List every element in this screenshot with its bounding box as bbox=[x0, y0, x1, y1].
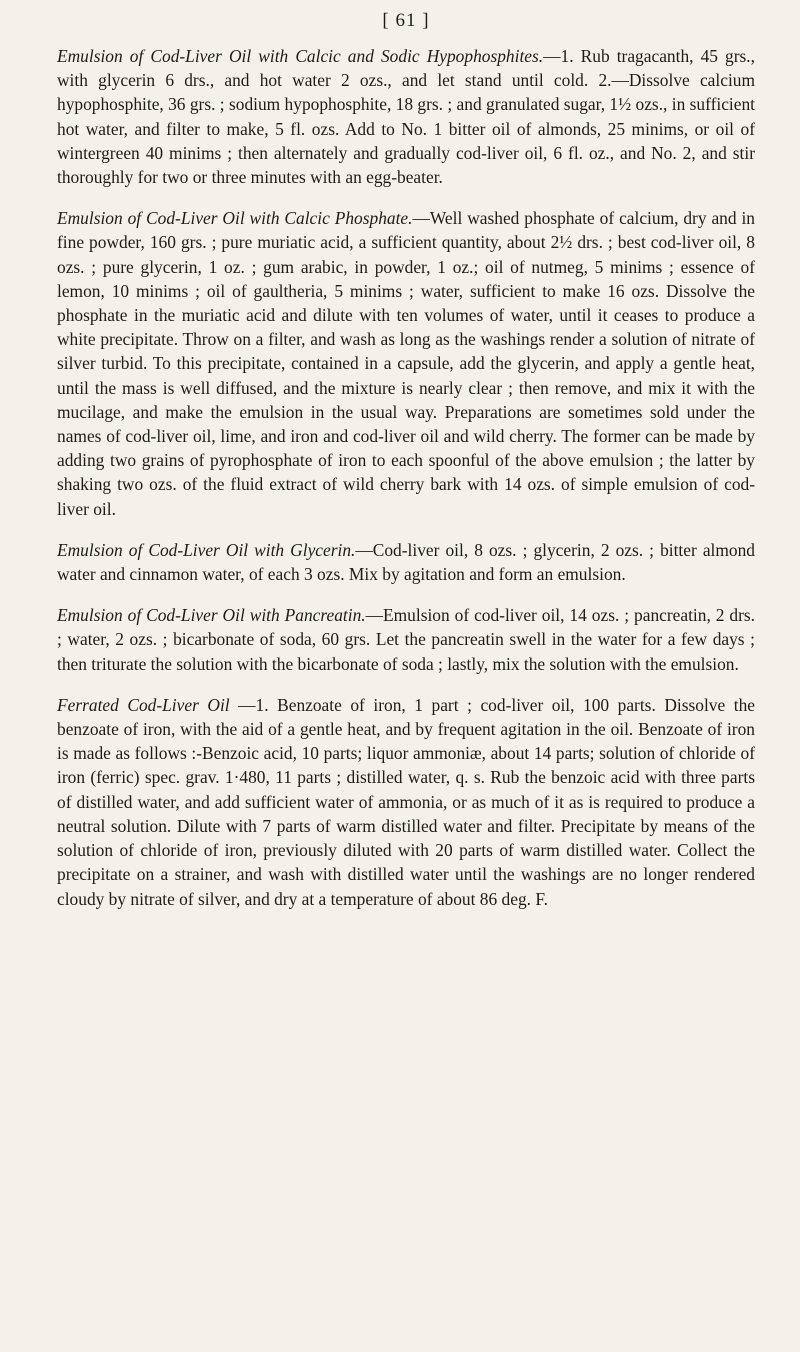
page-number: [ 61 ] bbox=[382, 10, 430, 31]
section-body: —1. Rub tragacanth, 45 grs., with glycerin 6 drs., and hot water 2 ozs., and let stand until cold. 2.—Dissolve calcium hypophosphite, 36 grs. ; sodium hypophosphite, 18 grs. ; and granulated sugar, 1½ ozs., in sufficient hot water, and filter to make, 5 fl. ozs. Add to No. 1 bitter oil of almonds, 25 minims, or oil of wintergreen 40 minims ; then alternately and gradually cod-liver oil, 6 fl. oz., and No. 2, and stir thoroughly for two or three minutes with an egg-beater. bbox=[57, 46, 755, 188]
section-heading: Emulsion of Cod-Liver Oil with Glycerin. bbox=[57, 539, 356, 560]
section-glycerin bbox=[57, 538, 755, 586]
section-hypophosphites bbox=[57, 44, 755, 189]
section-heading: Emulsion of Cod-Liver Oil with Calcic and Sodic Hypophosphites. bbox=[57, 46, 544, 66]
document-page bbox=[57, 10, 755, 928]
section-body: —Well washed phosphate of calcium, dry and in fine powder, 160 grs. ; pure muriatic acid, a sufficient quantity, about 2½ drs. ; best cod-liver oil, 8 ozs. ; pure glycerin, 1 oz. ; gum arabic, in powder, 1 oz.; oil of nutmeg, 5 minims ; essence of lemon, 10 minims ; oil of gaultheria, 5 minims ; water, sufficient to make 16 ozs. Dissolve the phosphate in the muriatic acid and dilute with ten volumes of water, until it ceases to produce a white precipitate. Throw on a filter, and wash as long as the washings render a solution of nitrate of silver turbid. To this precipitate, contained in a capsule, add the glycerin, and apply a gentle heat, until the mass is well diffused, and the mixture is nearly clear ; then remove, and mix it with the mucilage, and make the emulsion in the usual way. Preparations are sometimes sold under the names of cod-liver oil, lime, and iron and cod-liver oil and wild cherry. The former can be made by adding two grains of pyrophosphate of iron to each spoonful of the above emulsion ; the latter by shaking two ozs. of the fluid extract of wild cherry bark with 14 ozs. of simple emulsion of cod-liver oil. bbox=[57, 208, 755, 519]
section-heading: Emulsion of Cod-Liver Oil with Pancreatin. bbox=[57, 605, 366, 626]
section-heading: Emulsion of Cod-Liver Oil with Calcic Phosphate. bbox=[57, 208, 413, 229]
section-heading: Ferrated Cod-Liver Oil bbox=[57, 694, 230, 715]
section-ferrated bbox=[57, 693, 755, 911]
section-body: —1. Benzoate of iron, 1 part ; cod-liver oil, 100 parts. Dissolve the benzoate of iron, with the aid of a gentle heat, and by frequent agitation in the oil. Benzoate of iron is made as follows :-Benzoic acid, 10 parts; liquor ammoniæ, about 14 parts; solution of chloride of iron (ferric) spec. grav. 1·480, 11 parts ; distilled water, q. s. Rub the benzoic acid with three parts of distilled water, and add sufficient water of ammonia, or as much of it as is required to produce a neutral solution. Dilute with 7 parts of warm distilled water and filter. Precipitate by means of the solution of chloride of iron, previously diluted with 20 parts of warm distilled water. Collect the precipitate on a strainer, and wash with distilled water until the washings are no longer rendered cloudy by nitrate of silver, and dry at a temperature of about 86 deg. F. bbox=[57, 694, 755, 909]
section-body: —Cod-liver oil, 8 ozs. ; glycerin, 2 ozs. ; bitter almond water and cinnamon water, of each 3 ozs. Mix by agitation and form an emulsion. bbox=[57, 539, 755, 585]
section-pancreatin bbox=[57, 603, 755, 676]
section-body: —Emulsion of cod-liver oil, 14 ozs. ; pancreatin, 2 drs. ; water, 2 ozs. ; bicarbonate of soda, 60 grs. Let the pancreatin swell in the water for a few days ; then triturate the solution with the bicarbonate of soda ; lastly, mix the solution with the emulsion. bbox=[57, 605, 755, 674]
section-calcic-phosphate bbox=[57, 206, 755, 521]
